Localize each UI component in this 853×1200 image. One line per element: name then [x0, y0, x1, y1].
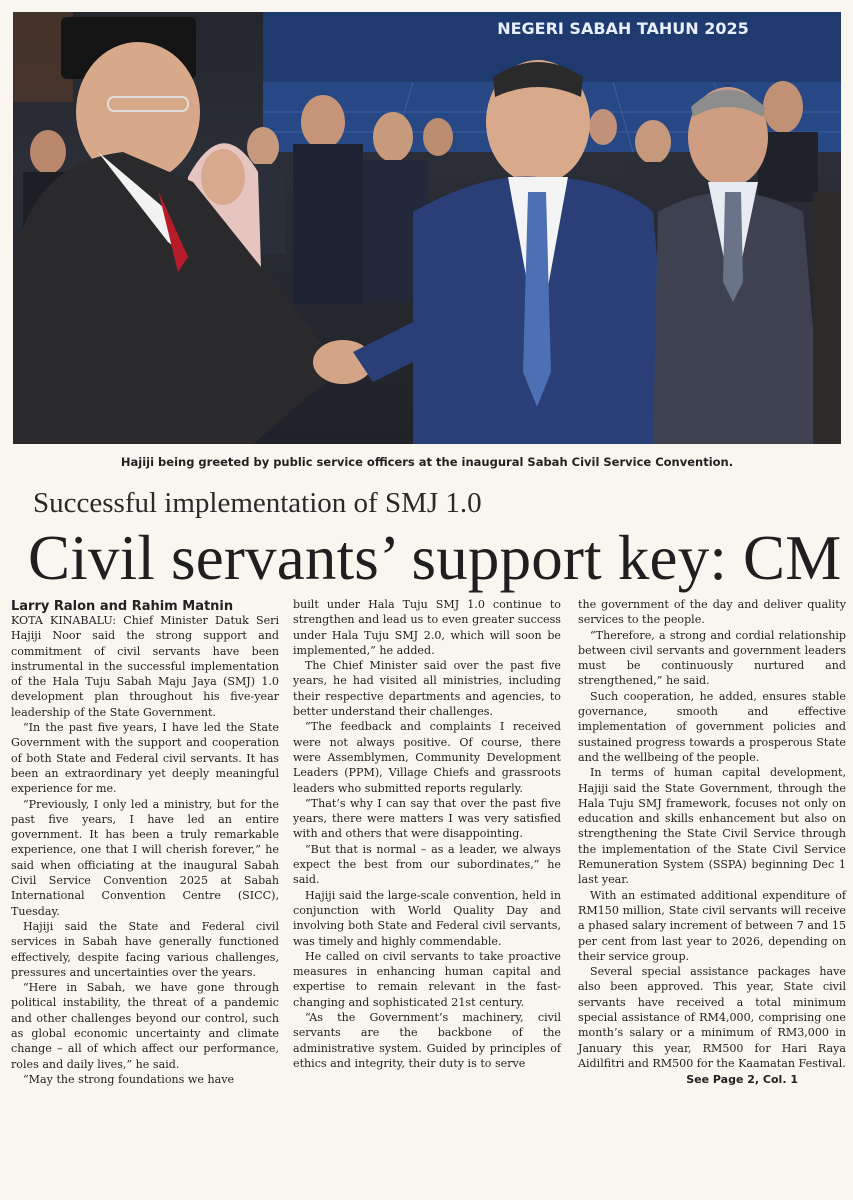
paragraph: built under Hala Tuju SMJ 1.0 continue to strengthen and lead us to even greater success under Hala Tuju SMJ 2.0, which will soon be implemented,” he added. [293, 598, 561, 657]
paragraph: Hajiji said the large-scale convention, held in conjunction with World Quality Day and involving both State and Federal civil servants, was timely and highly commendable. [293, 888, 561, 948]
photo-illustration [13, 12, 841, 444]
paragraph: With an estimated additional expenditure of RM150 million, State civil servants will receive a phased salary increment of between 7 and 15 per cent from last year to 2026, depending on their service group. [578, 888, 846, 963]
kicker-headline: Successful implementation of SMJ 1.0 [33, 487, 482, 519]
paragraph: “May the strong foundations we have [23, 1072, 235, 1086]
paragraph: In terms of human capital development, Hajiji said the State Government, through the Hala Tuju SMJ framework, focuses not only on education and skills enhancement but also on strengthening the State Civil Service through the implementation of the State Civil Service Remuneration System (SSPA) beginning Dec 1 last year. [578, 766, 846, 887]
backdrop-text: NEGERI SABAH TAHUN 2025 [497, 19, 749, 38]
byline: Larry Ralon and Rahim Matnin [11, 599, 234, 614]
paragraph: “But that is normal – as a leader, we always expect the best from our subordinates,” he said. [293, 842, 561, 887]
paragraph: “In the past five years, I have led the State Government with the support and cooperation of both State and Federal civil servants. It has been an extraordinary yet deeply meaningful experience for me. [11, 721, 279, 796]
paragraph: “Previously, I only led a ministry, but for the past five years, I have led an entire government. It has been a truly remarkable experience, one that I will cherish forever,” he said when officiating at the inaugural Sabah Civil Service Convention 2025 at Sabah International Convention Centre (SICC), Tuesday. [11, 797, 279, 918]
article-column-2 [293, 597, 561, 1071]
paragraph: “That’s why I can say that over the past five years, there were matters I was very satisfied with and others that were disappointing. [293, 796, 561, 841]
paragraph: KOTA KINABALU: Chief Minister Datuk Seri Hajiji Noor said the strong support and commitment of civil servants have been instrumental in the successful implementation of the Hala Tuju Sabah Maju Jaya (SMJ) 1.0 development plan throughout his five-year leadership of the State Government. [11, 614, 279, 719]
paragraph: Several special assistance packages have also been approved. This year, State civil servants have received a total minimum special assistance of RM4,000, comprising one month’s salary or a minimum of RM3,000 in January this year, RM500 for Hari Raya Aidilfitri and RM500 for the Kaamatan Festival. [578, 965, 846, 1070]
paragraph: Such cooperation, he added, ensures stable governance, smooth and effective implementation of government policies and sustained progress towards a prosperous State and the wellbeing of the people. [578, 689, 846, 764]
article-column-3 [578, 597, 846, 1088]
news-photo [13, 12, 841, 444]
main-headline: Civil servants’ support key: CM [28, 523, 842, 593]
article-column-1 [11, 613, 279, 1087]
photo-caption: Hajiji being greeted by public service officers at the inaugural Sabah Civil Service Convention. [120, 455, 734, 469]
paragraph: He called on civil servants to take proactive measures in enhancing human capital and expertise to remain relevant in the fast-changing and sophisticated 21st century. [293, 949, 561, 1009]
paragraph: the government of the day and deliver quality services to the people. [578, 598, 846, 627]
paragraph: “Therefore, a strong and cordial relationship between civil servants and government leaders must be continuously nurtured and strengthened,” he said. [578, 628, 846, 688]
continuation-note: See Page 2, Col. 1 [686, 1073, 798, 1087]
paragraph: “Here in Sabah, we have gone through political instability, the threat of a pandemic and other challenges beyond our control, such as global economic uncertainty and climate change – all of which affect our performance, roles and daily lives,” he said. [11, 981, 279, 1071]
paragraph: Hajiji said the State and Federal civil services in Sabah have generally functioned effectively, despite facing various challenges, pressures and uncertainties over the years. [11, 919, 279, 979]
paragraph: “The feedback and complaints I received were not always positive. Of course, there were Assemblymen, Community Development Leaders (PPM), Village Chiefs and grassroots leaders who submitted reports regularly. [293, 720, 561, 795]
paragraph: The Chief Minister said over the past five years, he had visited all ministries, including their respective departments and agencies, to better understand their challenges. [293, 659, 561, 719]
paragraph: “As the Government’s machinery, civil servants are the backbone of the administrative system. Guided by principles of ethics and integrity, their duty is to serve [293, 1011, 561, 1070]
